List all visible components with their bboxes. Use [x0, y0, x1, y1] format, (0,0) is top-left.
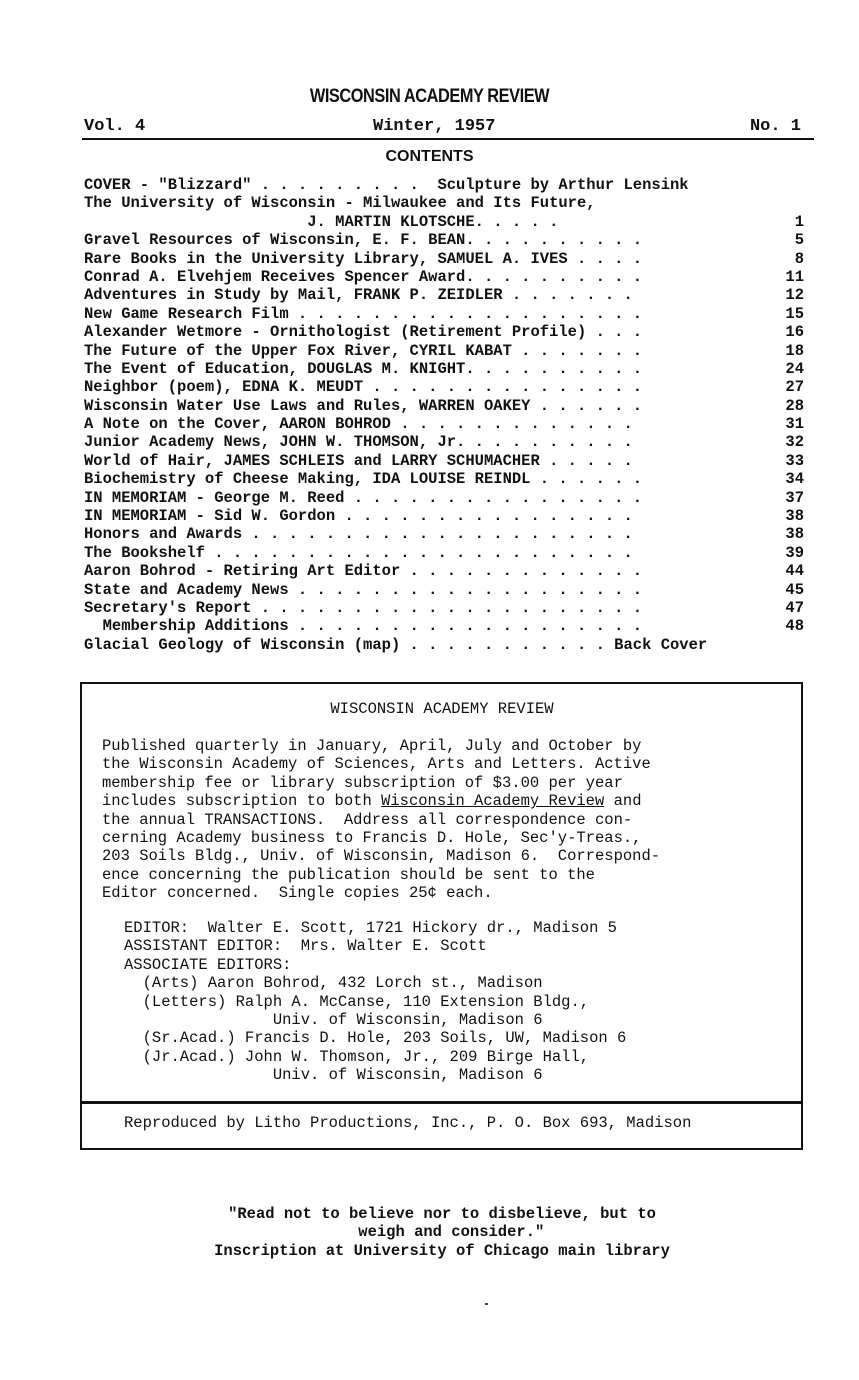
- toc-entry: [84, 489, 804, 507]
- toc-entry-title: The Bookshelf . . . . . . . . . . . . . . . . . . . . . . .: [84, 543, 633, 562]
- toc-entry: [84, 342, 804, 360]
- toc-entry-title: Glacial Geology of Wisconsin (map) . . . . . . . . . . . Back Cover: [84, 635, 708, 654]
- toc-entry-page: 38: [785, 507, 804, 526]
- toc-entry-page: 34: [785, 470, 804, 489]
- toc-entry-title: COVER - "Blizzard" . . . . . . . . . Sculpture by Arthur Lensink: [84, 176, 689, 194]
- toc-entry-title: A Note on the Cover, AARON BOHROD . . . . . . . . . . . . .: [84, 415, 633, 434]
- toc-entry: [84, 433, 804, 451]
- toc-entry: [84, 617, 804, 635]
- toc-entry: [84, 250, 804, 268]
- toc-entry-title: IN MEMORIAM - Sid W. Gordon . . . . . . . . . . . . . . . .: [84, 507, 633, 526]
- toc-entry: [84, 360, 804, 378]
- toc-entry-title: Adventures in Study by Mail, FRANK P. ZEIDLER . . . . . . .: [84, 286, 633, 305]
- toc-entry: [84, 599, 804, 617]
- toc-entry: [84, 213, 804, 231]
- toc-entry: [84, 323, 804, 341]
- toc-entry-page: 32: [785, 433, 804, 452]
- editor-list: EDITOR: Walter E. Scott, 1721 Hickory dr., Madison 5 ASSISTANT EDITOR: Mrs. Walter E. Scott ASSOCIATE EDITORS: (Arts) Aaron Bohrod, 432 Lorch st., Madison (Letters) Ralph A. McCanse, 110 Extension Bldg., Univ. of Wisconsin, Madison 6 (Sr.Acad.) Francis D. Hole, 203 Soils, UW, Madison 6 (Jr.Acad.) John W. Thomson, Jr., 209 Birge Hall, Univ. of Wisconsin, Madison 6: [124, 919, 627, 1085]
- toc-entry-title: The Event of Education, DOUGLAS M. KNIGHT. . . . . . . . . .: [84, 359, 643, 378]
- toc-entry-page: 16: [785, 323, 804, 342]
- toc-entry: [84, 562, 804, 580]
- toc-entry-page: 45: [785, 580, 804, 599]
- toc-entry-title: Aaron Bohrod - Retiring Art Editor . . . . . . . . . . . . .: [84, 562, 643, 581]
- toc-entry-page: 5: [794, 231, 804, 250]
- issue-number: No. 1: [749, 117, 801, 136]
- contents-heading: CONTENTS: [385, 148, 474, 165]
- toc-entry-title: Rare Books in the University Library, SAMUEL A. IVES . . . .: [84, 249, 643, 268]
- toc-entry-title: Membership Additions . . . . . . . . . . . . . . . . . . .: [84, 617, 643, 636]
- toc-entry: [84, 286, 804, 304]
- toc-entry: [84, 176, 804, 194]
- publication-info-text-cont: and the annual TRANSACTIONS. Address all correspondence con- cerning Academy business to Francis D. Hole, Sec'y-Treas., 203 Soils Bldg., Univ. of Wisconsin, Madison 6. Correspond- ence concerning the publication should be sent to the Editor concerned. Single copies 25¢ each.: [102, 792, 661, 903]
- publication-info-text: Published quarterly in January, April, July and October by the Wisconsin Academy of Sciences, Arts and Letters. Active membership fee or library subscription of $3.00 per year includes subscription to both: [102, 737, 651, 811]
- toc-entry-page: 11: [785, 267, 804, 286]
- publication-info: [102, 737, 802, 903]
- toc-entry-page: 38: [785, 525, 804, 544]
- toc-entry: [84, 525, 804, 543]
- toc-entry-title: IN MEMORIAM - George M. Reed . . . . . . . . . . . . . . . .: [84, 488, 643, 507]
- toc-entry-page: 33: [785, 451, 804, 470]
- toc-entry-title: State and Academy News . . . . . . . . . . . . . . . . . . .: [84, 580, 643, 599]
- toc-entry-title: Alexander Wetmore - Ornithologist (Retirement Profile) . . .: [84, 323, 643, 342]
- toc-entry: [84, 452, 804, 470]
- toc-entry: [84, 231, 804, 249]
- toc-entry-title: J. MARTIN KLOTSCHE. . . . .: [84, 212, 559, 231]
- toc-entry-page: 47: [785, 598, 804, 617]
- toc-entry-page: 18: [785, 341, 804, 360]
- toc-entry-title: Honors and Awards . . . . . . . . . . . . . . . . . . . . .: [84, 525, 633, 544]
- toc-entry-title: Neighbor (poem), EDNA K. MEUDT . . . . . . . . . . . . . . .: [84, 378, 643, 397]
- toc-entry-title: Secretary's Report . . . . . . . . . . . . . . . . . . . . .: [84, 598, 643, 617]
- page-mark: [485, 1303, 488, 1305]
- toc-entry: [84, 544, 804, 562]
- toc-entry-title: Conrad A. Elvehjem Receives Spencer Award. . . . . . . . . .: [84, 267, 643, 286]
- toc-entry: [84, 415, 804, 433]
- toc-entry-page: 27: [785, 378, 804, 397]
- toc-entry: [84, 507, 804, 525]
- table-of-contents: [84, 176, 804, 654]
- toc-entry-title: Biochemistry of Cheese Making, IDA LOUISE REINDL . . . . . .: [84, 470, 643, 489]
- toc-entry-page: 28: [785, 396, 804, 415]
- masthead-title: WISCONSIN ACADEMY REVIEW: [330, 700, 554, 718]
- toc-entry-page: 12: [785, 286, 804, 305]
- masthead-divider: [80, 1101, 803, 1104]
- toc-entry: [84, 378, 804, 396]
- toc-entry-page: 37: [785, 488, 804, 507]
- volume-label: Vol. 4: [84, 117, 146, 136]
- toc-entry-title: Junior Academy News, JOHN W. THOMSON, Jr. . . . . . . . . .: [84, 433, 633, 452]
- toc-entry: [84, 268, 804, 286]
- toc-entry-title: New Game Research Film . . . . . . . . . . . . . . . . . . .: [84, 304, 643, 323]
- toc-entry: [84, 581, 804, 599]
- issue-date: Winter, 1957: [373, 117, 496, 136]
- toc-entry-page: 44: [785, 562, 804, 581]
- toc-entry: [84, 305, 804, 323]
- toc-entry-page: 1: [794, 212, 804, 231]
- toc-entry: [84, 636, 804, 654]
- printer-credit: Reproduced by Litho Productions, Inc., P. O. Box 693, Madison: [124, 1114, 692, 1132]
- toc-entry: [84, 194, 804, 212]
- toc-entry-title: The University of Wisconsin - Milwaukee and Its Future,: [84, 194, 596, 213]
- toc-entry-title: The Future of the Upper Fox River, CYRIL KABAT . . . . . . .: [84, 341, 643, 360]
- toc-entry-page: 39: [785, 543, 804, 562]
- closing-quote: "Read not to believe nor to disbelieve, but to weigh and consider." Inscription at University of Chicago main library: [214, 1205, 670, 1260]
- publication-title: WISCONSIN ACADEMY REVIEW: [309, 86, 550, 107]
- toc-entry-page: 15: [785, 304, 804, 323]
- toc-entry-page: 8: [794, 249, 804, 268]
- toc-entry-page: 48: [785, 617, 804, 636]
- toc-entry-title: Wisconsin Water Use Laws and Rules, WARREN OAKEY . . . . . .: [84, 396, 643, 415]
- toc-entry-title: World of Hair, JAMES SCHLEIS and LARRY SCHUMACHER . . . . .: [84, 451, 633, 470]
- toc-entry-page: 31: [785, 415, 804, 434]
- toc-entry: [84, 470, 804, 488]
- publication-name-underlined: Wisconsin Academy Review: [381, 792, 605, 811]
- toc-entry-title: Gravel Resources of Wisconsin, E. F. BEAN. . . . . . . . . .: [84, 231, 643, 250]
- header-rule: [82, 138, 814, 140]
- toc-entry-page: 24: [785, 359, 804, 378]
- toc-entry: [84, 397, 804, 415]
